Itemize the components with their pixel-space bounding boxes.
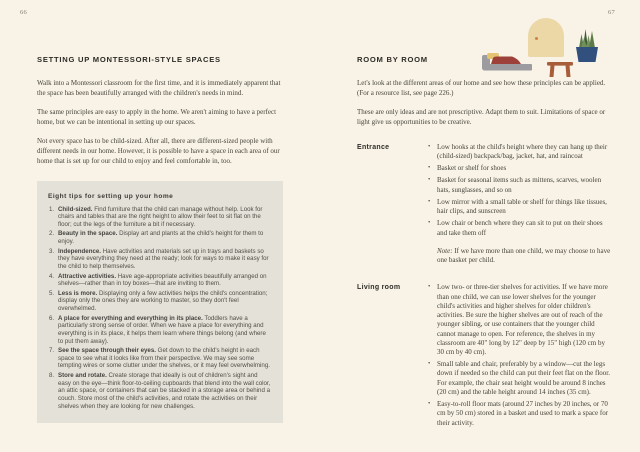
tip-lead: Beauty in the space. xyxy=(58,230,118,238)
bullet-item: • Small table and chair, preferably by a window—cut the legs down if needed so the child can put their feet flat on the floor. For example, the chair seat height would be around 8 inches (20 cm) and the table height around 14 inches (35 cm). xyxy=(428,360,611,396)
left-paragraph: Walk into a Montessori classroom for the first time, and it is immediately apparent that the space has been beautifully arranged with the children's needs in mind. xyxy=(37,79,281,97)
tip-text: Have activities and materials set up in trays and baskets so they have everything they need at the ready; look for ways to make it easy for the child to help themselves. xyxy=(58,247,269,270)
bullet-item: • Easy-to-roll floor mats (around 27 inches by 20 inches, or 70 cm by 50 cm) stored in a basket and used to mark a space for their activity. xyxy=(428,400,609,427)
right-page xyxy=(320,0,640,452)
bullet-dot: • xyxy=(428,197,431,205)
tip-number: 5. xyxy=(49,289,55,297)
tip-lead: Child-sized. xyxy=(58,205,93,213)
tip-text: Toddlers have a particularly strong sense of order. When we have a place for everything and everything is in its place, it helps them learn where things belong (and where to put them away). xyxy=(58,314,266,345)
bullet-dot: • xyxy=(428,164,431,172)
tip-item xyxy=(48,372,271,410)
left-paragraph: Not every space has to be child-sized. After all, there are different-sized people with different needs in our home. However, it is possible to have a space in each area of our home that is set up for our child to enjoy and feel comfortable in, too. xyxy=(37,136,280,165)
page-number-right: 67 xyxy=(608,9,616,16)
tip-number: 4. xyxy=(49,272,55,280)
section-label: Living room xyxy=(357,284,401,292)
bullet-item: • Low chair or bench where they can sit to put on their shoes and take them off xyxy=(428,219,603,237)
tip-number: 8. xyxy=(49,372,55,380)
page-number-left: 66 xyxy=(20,9,28,16)
left-page-title: SETTING UP MONTESSORI-STYLE SPACES xyxy=(37,55,221,64)
left-paragraph: The same principles are easy to apply in the home. We aren't aiming to have a perfect home, but we can be intentional in setting up our spaces. xyxy=(37,107,277,126)
tip-number: 1. xyxy=(49,205,55,213)
entrance-note xyxy=(437,247,613,265)
bullet-dot: • xyxy=(428,283,431,291)
tip-number: 3. xyxy=(49,247,55,255)
bullet-dot: • xyxy=(428,142,431,150)
tip-text: Create storage that ideally is out of children's sight and easy on the eye—think floor-to-ceiling cupboards that blend into the wall color, an attic space, or containers that can be stacked in a storage area or behind a couch. Store most of the child's activities, and rotate the activities on their shelves when they are looking for new challenges. xyxy=(58,372,271,410)
bullet-item: • Low two- or three-tier shelves for activities. If we have more than one child, we can use lower shelves for the younger child's activities and higher shelves for older children's activities. Be sure the higher shelves are out of reach of the younger sibling, or use containers that the younger child cannot manage to open. For reference, the shelves in my classroom are 40" long by 12" deep by 15" high (120 cm by 30 cm by 40 cm). xyxy=(428,283,608,356)
tip-item xyxy=(48,230,271,245)
tip-text: Have age-appropriate activities beautifully arranged on shelves—rather than in toy boxes—that are inviting to them. xyxy=(58,272,267,288)
bullet-dot: • xyxy=(428,360,431,368)
bullet-dot: • xyxy=(428,219,431,227)
tip-lead: See the space through their eyes. xyxy=(58,347,156,355)
note-text: If we have more than one child, we may choose to have one basket per child. xyxy=(437,246,611,265)
tip-lead: Less is more. xyxy=(58,289,98,297)
tips-box xyxy=(37,181,283,424)
tip-number: 7. xyxy=(49,347,55,355)
bullet-item: • Low hooks at the child's height where they can hang up their (child-sized) backpack/bag, jacket, hat, and raincoat xyxy=(428,142,608,160)
bullet-dot: • xyxy=(428,176,431,184)
tip-lead: Store and rotate. xyxy=(58,372,107,380)
section-label: Entrance xyxy=(357,143,390,151)
tips-box-heading: Eight tips for setting up your home xyxy=(48,192,174,200)
tip-item xyxy=(48,273,271,288)
right-paragraph: These are only ideas and are not prescriptive. Adapt them to suit. Limitations of space or light give us opportunities to be creative. xyxy=(357,107,606,126)
tip-number: 6. xyxy=(49,314,55,322)
section-entrance xyxy=(357,143,613,266)
bullet-dot: • xyxy=(428,400,431,408)
tip-lead: Attractive activities. xyxy=(58,272,117,280)
tip-item xyxy=(48,315,271,346)
tip-item xyxy=(48,206,271,229)
tip-item xyxy=(48,347,271,370)
tip-text: Display art and plants at the child's height for them to enjoy. xyxy=(58,230,264,246)
right-paragraph: Let's look at the different areas of our home and see how these principles can be applied. (For a resource list, see page 226.) xyxy=(357,79,606,97)
tip-item xyxy=(48,290,271,313)
tip-lead: A place for everything and everything in its place. xyxy=(58,314,203,322)
tip-text: Get down to the child's height in each space to see what it looks like from their perspective. We may see some tempting wires or some clutter under the shelves, or it may feel overwhelming. xyxy=(58,347,270,370)
note-label: Note: xyxy=(437,246,453,255)
right-page-title: ROOM BY ROOM xyxy=(357,55,428,64)
section-living-room xyxy=(357,283,613,428)
tip-lead: Independence. xyxy=(58,247,101,255)
bullet-item: • Basket or shelf for shoes xyxy=(428,164,507,173)
tip-item xyxy=(48,248,271,271)
tip-text: Displaying only a few activities helps the child's concentration; display only the ones they are working to master, so they don't feel overwhelmed. xyxy=(58,289,268,313)
bullet-item: • Basket for seasonal items such as mittens, scarves, woolen hats, sunglasses, and so on xyxy=(428,176,602,194)
tip-number: 2. xyxy=(49,230,55,238)
tip-text: Find furniture that the child can manage without help. Look for chairs and tables that are the right height to allow their feet to sit flat on the floor; cut the legs of the furniture a bit if necessary. xyxy=(58,205,263,228)
bullet-item: • Low mirror with a small table or shelf for things like tissues, hair clips, and sunscreen xyxy=(428,197,607,216)
